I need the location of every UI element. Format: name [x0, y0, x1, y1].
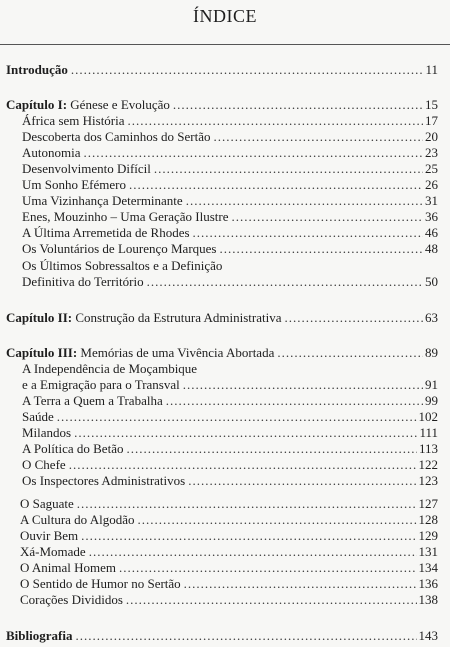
dot-leader	[129, 177, 423, 193]
toc-line	[22, 377, 438, 393]
page-number: 123	[418, 473, 438, 488]
toc-entry	[0, 528, 450, 544]
toc-line	[22, 145, 438, 161]
page-number: 36	[425, 209, 438, 224]
dot-leader	[188, 473, 416, 489]
entry-title: Os Últimos Sobressaltos e a Definição	[22, 258, 223, 273]
toc-entry	[0, 62, 450, 78]
dot-leader	[147, 274, 423, 290]
entry-title: A Última Arremetida de Rhodes	[22, 225, 190, 240]
toc-line	[22, 241, 438, 257]
entry-title: e a Emigração para o Transval	[22, 377, 180, 392]
toc-line	[22, 361, 438, 377]
toc-entry-text	[22, 457, 66, 473]
toc-entry-text	[20, 576, 181, 592]
dot-leader	[186, 193, 423, 209]
toc-entry	[0, 592, 450, 608]
toc-line	[22, 161, 438, 177]
toc-entry	[0, 441, 450, 457]
page-number: 128	[418, 512, 438, 527]
toc-entry	[0, 177, 450, 193]
entry-title: O Chefe	[22, 457, 66, 472]
dot-leader	[213, 129, 423, 145]
toc-entry-text	[22, 425, 71, 441]
toc-entry-text	[20, 528, 78, 544]
toc-line	[20, 512, 438, 528]
toc-entry	[0, 457, 450, 473]
toc-line	[20, 560, 438, 576]
entry-title: África sem História	[22, 113, 125, 128]
toc-entry-text	[22, 161, 151, 177]
page-number: 127	[418, 496, 438, 511]
page-number: 134	[418, 560, 438, 575]
page-number: 111	[419, 425, 438, 440]
page-number: 23	[425, 145, 438, 160]
entry-title: Milandos	[22, 425, 72, 440]
toc-entry	[0, 512, 450, 528]
dot-leader	[220, 241, 424, 257]
page-number: 63	[425, 310, 438, 325]
page-number: 129	[418, 528, 438, 543]
toc-line	[6, 310, 438, 326]
toc-line	[22, 393, 438, 409]
chapter-label: Capítulo I:	[6, 97, 68, 112]
dot-leader	[184, 576, 417, 592]
toc-entry	[0, 425, 450, 441]
page-number: 143	[418, 628, 438, 643]
dot-leader	[69, 457, 417, 473]
toc-entry-text	[22, 225, 190, 241]
toc-entry	[0, 393, 450, 409]
entry-title: Definitiva do Território	[22, 274, 144, 289]
entry-title: Corações Divididos	[20, 592, 123, 607]
dot-leader	[81, 528, 416, 544]
page-number: 91	[425, 377, 438, 392]
dot-leader	[277, 345, 423, 361]
toc-entry-text	[22, 193, 183, 209]
toc-entry-text	[6, 310, 282, 326]
toc-line	[20, 592, 438, 608]
page-number: 138	[418, 592, 438, 607]
toc-entry-text	[6, 345, 274, 361]
entry-title: Xá-Momade	[20, 544, 86, 559]
dot-leader	[154, 161, 423, 177]
toc-line	[20, 544, 438, 560]
chapter-label: Bibliografia	[6, 628, 73, 643]
toc-entry-text	[22, 377, 180, 393]
entry-title: O Sentido de Humor no Sertão	[20, 576, 181, 591]
toc-entry	[0, 113, 450, 129]
toc-entry	[0, 274, 450, 290]
page-number: 46	[425, 225, 438, 240]
dot-leader	[193, 225, 423, 241]
toc-line	[6, 97, 438, 113]
dot-leader	[89, 544, 417, 560]
toc-entry-text	[22, 129, 210, 145]
page-number: 89	[425, 345, 438, 360]
entry-title: Desenvolvimento Difícil	[22, 161, 151, 176]
dot-leader	[183, 377, 423, 393]
toc-line	[22, 473, 438, 489]
page-number: 15	[425, 97, 438, 112]
page-number: 20	[425, 129, 438, 144]
toc-entry-text	[22, 441, 123, 457]
entry-title: O Saguate	[20, 496, 74, 511]
toc-line	[22, 177, 438, 193]
entry-title: Descoberta dos Caminhos do Sertão	[22, 129, 211, 144]
toc-entry	[0, 628, 450, 644]
toc-line	[22, 193, 438, 209]
chapter-label: Introdução	[6, 62, 68, 77]
dot-leader	[137, 512, 416, 528]
toc-entry	[0, 258, 450, 274]
entry-title: A Independência de Moçambique	[22, 361, 198, 376]
dot-leader	[84, 145, 424, 161]
toc-entry-text	[22, 145, 81, 161]
toc-entry	[0, 544, 450, 560]
dot-leader	[126, 441, 417, 457]
entry-title: Os Inspectores Administrativos	[22, 473, 186, 488]
toc-entry-text	[20, 592, 123, 608]
toc-entry-text	[22, 274, 144, 290]
toc-entry-text	[20, 544, 86, 560]
entry-title: Uma Vizinhança Determinante	[22, 193, 183, 208]
toc-line	[22, 225, 438, 241]
toc-entry-text	[22, 177, 126, 193]
page-number: 48	[425, 241, 438, 256]
dot-leader	[126, 592, 417, 608]
toc-line	[22, 441, 438, 457]
toc-line	[22, 209, 438, 225]
toc-line	[22, 129, 438, 145]
header-rule	[0, 44, 450, 45]
entry-title: Autonomia	[22, 145, 81, 160]
toc-entry-text	[22, 393, 163, 409]
toc-entry-text	[22, 473, 185, 489]
dot-leader	[75, 628, 416, 644]
toc-entry	[0, 145, 450, 161]
toc-entry	[0, 97, 450, 113]
toc-entry	[0, 225, 450, 241]
toc-entry-text	[6, 97, 170, 113]
toc-entry	[0, 193, 450, 209]
toc-entry	[0, 345, 450, 361]
entry-title: A Cultura do Algodão	[20, 512, 135, 527]
toc-entry-text	[22, 258, 222, 274]
dot-leader	[166, 393, 423, 409]
page-number: 50	[425, 274, 438, 289]
toc-line	[22, 409, 438, 425]
toc-entry	[0, 473, 450, 489]
entry-title: Um Sonho Efémero	[22, 177, 126, 192]
toc-entry	[0, 209, 450, 225]
entry-title: Os Voluntários de Lourenço Marques	[22, 241, 217, 256]
toc-entry	[0, 161, 450, 177]
toc-entry-text	[20, 496, 74, 512]
page-number: 136	[418, 576, 438, 591]
toc-entry	[0, 496, 450, 512]
dot-leader	[128, 113, 423, 129]
entry-title: Memórias de uma Vivência Abortada	[80, 345, 275, 360]
entry-title: Ouvir Bem	[20, 528, 79, 543]
entry-title: A Política do Betão	[22, 441, 124, 456]
toc-entry-text	[22, 241, 217, 257]
toc-line	[20, 496, 438, 512]
toc-entry	[0, 129, 450, 145]
dot-leader	[74, 425, 417, 441]
toc-line	[22, 274, 438, 290]
toc-entry-text	[20, 560, 116, 576]
dot-leader	[285, 310, 423, 326]
dot-leader	[71, 62, 424, 78]
toc-line	[22, 258, 438, 274]
toc-entry-text	[22, 409, 54, 425]
toc-entry	[0, 576, 450, 592]
entry-title: Construção da Estrutura Administrativa	[75, 310, 282, 325]
toc-line	[22, 457, 438, 473]
dot-leader	[232, 209, 424, 225]
page-number: 17	[425, 113, 438, 128]
toc-entry-text	[20, 512, 134, 528]
chapter-label: Capítulo III:	[6, 345, 78, 360]
page-number: 113	[418, 441, 438, 456]
toc-line	[22, 425, 438, 441]
toc-line	[6, 628, 438, 644]
toc-entry-text	[22, 209, 229, 225]
dot-leader	[57, 409, 417, 425]
page-number: 122	[418, 457, 438, 472]
page-title: ÍNDICE	[193, 6, 257, 26]
toc-line	[20, 528, 438, 544]
page-number: 26	[425, 177, 438, 192]
dot-leader	[77, 496, 417, 512]
chapter-label: Capítulo II:	[6, 310, 73, 325]
toc-entry-text	[6, 628, 72, 644]
entry-title: Génese e Evolução	[70, 97, 170, 112]
entry-title: Enes, Mouzinho – Uma Geração Ilustre	[22, 209, 229, 224]
toc-entry	[0, 409, 450, 425]
page-number: 25	[425, 161, 438, 176]
toc-entry-text	[22, 113, 125, 129]
toc-line	[6, 345, 438, 361]
toc-entry	[0, 241, 450, 257]
entry-title: Saúde	[22, 409, 54, 424]
dot-leader	[173, 97, 423, 113]
page-number: 131	[418, 544, 438, 559]
page-number: 11	[425, 62, 438, 77]
page-number: 31	[425, 193, 438, 208]
dot-leader	[119, 560, 416, 576]
toc-line	[6, 62, 438, 78]
toc-line	[22, 113, 438, 129]
entry-title: A Terra a Quem a Trabalha	[22, 393, 163, 408]
page-number: 99	[425, 393, 438, 408]
toc-entry	[0, 310, 450, 326]
toc-entry-text	[6, 62, 68, 78]
toc-entry-text	[22, 361, 197, 377]
toc-line	[20, 576, 438, 592]
entry-title: O Animal Homem	[20, 560, 117, 575]
toc-entry	[0, 361, 450, 377]
page-number: 102	[418, 409, 438, 424]
toc-entry	[0, 377, 450, 393]
toc-entry	[0, 560, 450, 576]
